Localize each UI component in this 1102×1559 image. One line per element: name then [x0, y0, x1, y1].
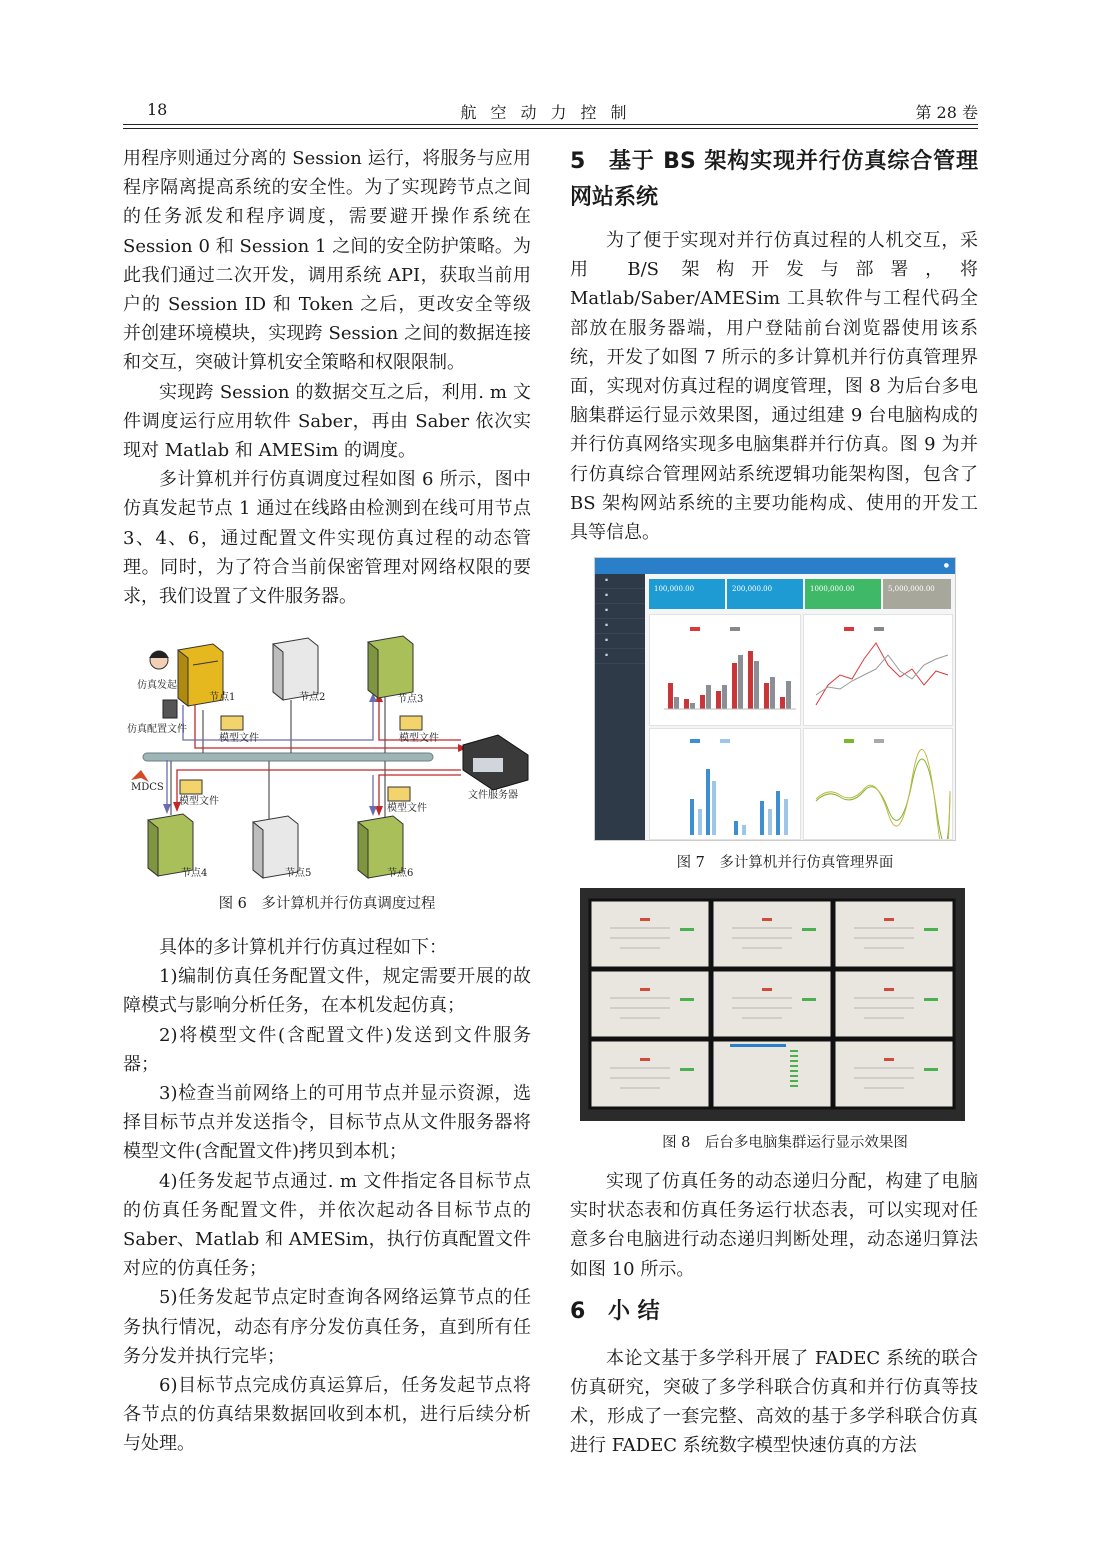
label-config-file: 仿真配置文件 — [127, 724, 187, 735]
volume-label: 第 28 卷 — [915, 103, 978, 122]
label-node5: 节点5 — [285, 868, 312, 879]
sidebar-item: ▪ — [595, 604, 645, 619]
user-icon: ● — [943, 562, 949, 569]
section-6-heading — [570, 1294, 978, 1330]
figure-7-caption: 图 7 多计算机并行仿真管理界面 — [676, 855, 894, 871]
section-number: 5 — [570, 149, 586, 174]
file-server-icon — [463, 735, 528, 790]
bar-chart-panel — [649, 728, 801, 840]
stat-card — [883, 579, 951, 609]
user-icon — [149, 651, 169, 669]
bar-chart-graphic — [650, 615, 800, 725]
folder-icon — [388, 787, 410, 801]
stat-card — [649, 579, 725, 609]
dashboard-sidebar — [595, 574, 645, 840]
line-chart-graphic — [804, 729, 952, 839]
paragraph: 实现了仿真任务的动态递归分配，构建了电脑实时状态表和仿真任务运行状态表，可以实现对任意多台电脑进行动态递归判断处理，动态递归算法如图 10 所示。 — [570, 1171, 978, 1280]
stat-value: 1000,000.00 — [810, 585, 855, 593]
page-number: 18 — [147, 100, 168, 119]
node3-server-icon — [368, 636, 413, 698]
label-model-file: 模型文件 — [179, 796, 219, 807]
right-column-top — [570, 144, 978, 547]
stat-value: 5,000,000.00 — [888, 585, 935, 593]
paragraph: 3)检查当前网络上的可用节点并显示资源，选择目标节点并发送指令，目标节点从文件服务器将模型文件(含配置文件)拷贝到本机； — [123, 1083, 531, 1163]
section-title: 基于 BS 架构实现并行仿真综合管理网站系统 — [570, 149, 978, 210]
folder-icon — [221, 716, 243, 730]
figure-6-caption: 图 6 多计算机并行仿真调度过程 — [218, 896, 436, 912]
sidebar-item: ▪ — [595, 634, 645, 649]
label-node1: 节点1 — [209, 692, 236, 703]
line-chart-panel — [803, 614, 953, 726]
running-header — [123, 100, 978, 124]
paragraph: 1)编制仿真任务配置文件，规定需要开展的故障模式与影响分析任务，在本机发起仿真； — [123, 966, 531, 1017]
folder-icon — [400, 716, 422, 730]
label-initiator: 仿真发起 — [137, 680, 177, 691]
figure-6-diagram — [123, 630, 531, 890]
right-column-bottom — [570, 1167, 978, 1461]
line-chart-graphic — [804, 615, 952, 725]
dashboard-topbar — [595, 558, 955, 574]
stat-card — [727, 579, 803, 609]
paragraph: 实现跨 Session 的数据交互之后，利用. m 文件调度运行应用软件 Saber，再由 Saber 依次实现对 Matlab 和 AMESim 的调度。 — [123, 381, 531, 462]
line-chart-panel — [803, 728, 953, 840]
folder-icon — [180, 780, 202, 794]
label-node6: 节点6 — [387, 868, 414, 879]
paragraph: 5)任务发起节点定时查询各网络运算节点的任务执行情况，动态有序分发仿真任务，直到所有任务分发并执行完毕； — [123, 1287, 531, 1367]
figure-8-caption: 图 8 后台多电脑集群运行显示效果图 — [662, 1135, 908, 1151]
label-model-file: 模型文件 — [387, 803, 427, 814]
label-model-file: 模型文件 — [219, 733, 259, 744]
pc-icon — [163, 700, 177, 718]
bar-chart-panel — [649, 614, 801, 726]
network-bus — [143, 753, 433, 761]
stat-card — [805, 579, 881, 609]
paragraph: 具体的多计算机并行仿真过程如下： — [159, 937, 447, 958]
paragraph: 4)任务发起节点通过. m 文件指定各目标节点的仿真任务配置文件，并依次起动各目标节点的 Saber、Matlab 和 AMESim，执行仿真配置文件对应的仿真任务； — [123, 1170, 531, 1280]
section-title: 小 结 — [608, 1298, 660, 1324]
monitor-wall-graphic — [580, 888, 965, 1121]
left-column-top — [123, 144, 531, 611]
label-model-file: 模型文件 — [399, 733, 439, 744]
journal-name: 航空动力控制 — [460, 103, 641, 122]
figure-7-dashboard — [594, 557, 956, 841]
left-column-bottom — [123, 933, 531, 1459]
stat-value: 100,000.00 — [654, 585, 695, 593]
bar-chart-graphic — [650, 729, 800, 839]
label-file-server: 文件服务器 — [468, 790, 518, 801]
mdcs-logo-icon — [131, 770, 149, 782]
paragraph: 6)目标节点完成仿真运算后，任务发起节点将各节点的仿真结果数据回收到本机，进行后续分析与处理。 — [123, 1375, 531, 1455]
paragraph: 本论文基于多学科开展了 FADEC 系统的联合仿真研究，突破了多学科联合仿真和并行仿真等技术，形成了一套完整、高效的基于多学科联合仿真进行 FADEC 系统数字模型快速仿真的方法 — [570, 1347, 978, 1457]
header-rule-thin — [123, 128, 978, 129]
node4-server-icon — [148, 814, 193, 876]
label-node3: 节点3 — [397, 694, 424, 705]
paragraph: 为了便于实现对并行仿真过程的人机交互，采用 B/S 架构开发与部署，将 Matlab/Saber/AMESim 工具软件与工程代码全部放在服务器端，用户登陆前台浏览器使用该系统，开发了如图 7 所示的多计算机并行仿真管理界面，实现对仿真过程的调度管理，图 8 为后台多电脑集群运行显示效果图，通过组建 9 台电脑构成的并行仿真网络实现多电脑集群并行仿真。图 9 为并行仿真综合管理网站系统逻辑功能架构图，包含了 BS 架构网站系统的主要功能构成、使用的开发工具等信息。 — [570, 230, 978, 544]
header-rule-thick — [123, 124, 978, 125]
sidebar-item: ▪ — [595, 589, 645, 604]
section-number: 6 — [570, 1298, 586, 1324]
paragraph: 多计算机并行仿真调度过程如图 6 所示，图中仿真发起节点 1 通过在线路由检测到在线可用节点 3、4、6，通过配置文件实现仿真过程的动态管理。同时，为了符合当前保密管理对网络权限的要求，我们设置了文件服务器。 — [123, 469, 531, 608]
sidebar-item: ▪ — [595, 574, 645, 589]
stat-value: 200,000.00 — [732, 585, 773, 593]
figure-8-monitor-wall — [580, 888, 965, 1121]
section-5-heading — [570, 144, 978, 216]
label-mdcs: MDCS — [131, 782, 164, 793]
paragraph: 2)将模型文件(含配置文件)发送到文件服务器； — [123, 1024, 531, 1075]
label-node2: 节点2 — [299, 692, 326, 703]
label-node4: 节点4 — [181, 868, 208, 879]
sidebar-item: ▪ — [595, 649, 645, 664]
paragraph: 用程序则通过分离的 Session 运行，将服务与应用程序隔离提高系统的安全性。为了实现跨节点之间的任务派发和程序调度，需要避开操作系统在 Session 0 和 Session 1 之间的安全防护策略。为此我们通过二次开发，调用系统 API，获取当前用户的 Session ID 和 Token 之后，更改安全等级并创建环境模块，实现跨 Session 之间的数据连接和交互，突破计算机安全策略和权限限制。 — [123, 148, 531, 374]
sidebar-item: ▪ — [595, 619, 645, 634]
node2-server-icon — [273, 638, 318, 700]
